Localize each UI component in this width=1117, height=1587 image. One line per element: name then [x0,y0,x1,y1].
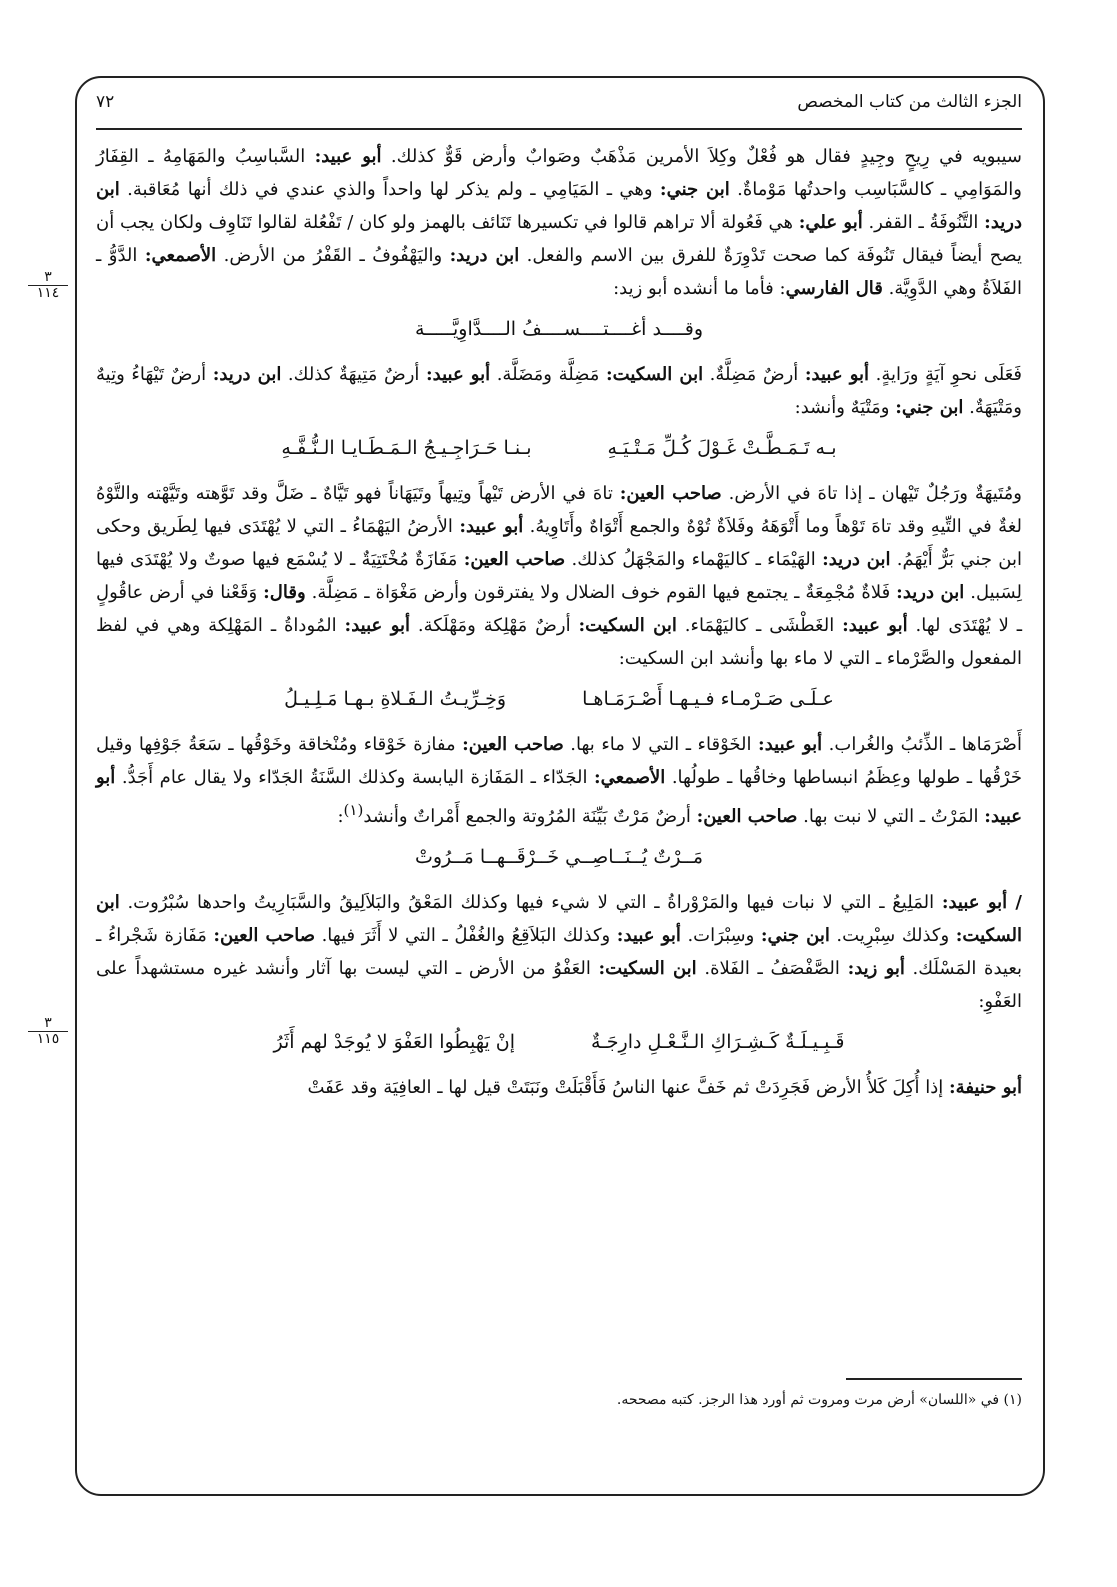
verse-line [96,432,1022,465]
author-citation: أبو عبيد: [616,925,681,946]
author-citation: ابن دريد: [822,549,891,570]
author-citation: أبو عبيد: [842,615,908,636]
footnote-rule [846,1378,1022,1380]
text-run: العَفْوُ من الأرض ـ التي ليست بها آثار وأنشد غيره مستشهداً على العَفْوِ: [96,958,1022,1012]
text-run: إذا أُكِلَ كَلأُ الأرض فَجَرِدَتْ ثم خَفَّ عنها الناسُ فَأَقْبَلَتْ ونَبَتَتْ قيل لها ـ العافِيَة وقد عَفَتْ [307,1077,950,1098]
author-citation: الأصمعي: [144,245,217,266]
author-citation: أبو عبيد: [758,734,823,755]
paragraph [96,358,1022,424]
verse-hemistich: إنْ يَهْبِطُوا العَفْوَ لا يُوجَدْ لهم أَثَرُ [273,1031,516,1053]
text-run: مَفَازة شَجْراءُ ـ بعيدة المَسْلَك. [96,925,1023,979]
text-run: الهَيْمَاء ـ كاليَهْماء والمَجْهَلُ كذلك. [565,549,823,570]
verse-line [96,841,1022,874]
text-run: أرضٌ تَيْهَاءُ وتِيهٌ ومَتْيَهَةٌ. [96,364,1022,418]
author-citation: صاحب العين: [463,549,566,570]
paragraph [96,1071,1022,1104]
author-citation: أبو عبيد: [314,146,382,167]
author-citation: ابن دريد: [896,582,965,603]
author-citation: / أبو عبيد: [941,892,1023,913]
author-citation: ابن جني: [659,179,730,200]
author-citation: ابن دريد: [449,245,520,266]
author-citation: ابن دريد: [96,179,1022,233]
author-citation: وقال: [263,582,306,603]
author-citation: أبو عبيد: [344,615,411,636]
text-run: : [337,806,344,827]
author-citation: ابن دريد: [212,364,282,385]
verse-hemistich: عـلَـى صَـرْمـاء فـيـهـا أَصْـرَمَـاهـا [582,688,834,710]
text-run: وَقَعْنا في أرض عاقُولٍ ـ لا يُهْتَدَى لها. [96,582,1023,636]
text-run: مَفَازَةٌ مُخْتَتِيَةٌ ـ لا يُسْمَع فيها صوتٌ ولا يُهْتَدَى فيها لِسَبيل. [96,549,1023,603]
author-citation: أبو عبيد: [425,364,491,385]
text-run: الأرضُ اليَهْمَاءُ ـ التي لا يُهْتَدَى فيها لِطَريق وحكى ابن جني بَرٌّ أَيْهَمُ. [96,516,1022,570]
author-citation: أبو زيد: [847,958,905,979]
text-run: فَلاةٌ مُجْمِعَةٌ ـ يجتمع فيها القوم خوف الضلال ولا يفترقون وأرض مَغْوَاة ـ مَضِلَّة. [305,582,897,603]
verse-hemistich: قَـبِـيـلَـةٌ كَـشِـرَاكِ الـنَّـعْـلِ دارِجَـةٌ [591,1031,845,1053]
author-citation: ابن جني: [895,397,964,418]
author-citation: أبو حنيفة: [949,1077,1022,1098]
verse-hemistich: بـه تَـمَـطَّـتْ غَـوْلَ كُـلِّ مَـتْـيَـهِ [607,437,837,459]
text-run: فَعَلَى نحوِ آيَةٍ ورَايةٍ. [869,364,1022,385]
text-run: تاهَ في الأرض تَيْهاً وتِيهاً وتَيَهَاناً فهو تَيَّاهٌ ـ ضَلَّ وقد تَوَّهته وتَيَّهْته والتَّوْهُ لغةٌ في التِّيهِ وقد تاهَ تَوْهاً وما أَتْوَهَهُ وفَلاَةٌ تُوْهٌ والجمع أَتْوَاهٌ وأَتَاوِيهُ. [96,483,1022,537]
text-run: وكذلك البَلاَقِعُ والغُفْلُ ـ التي لا أَثَرَ فيها. [315,925,617,946]
text-run: المُوداةُ ـ المَهْلِكة وهي في لفظ المفعول والصَّرْماء ـ التي لا ماء بها وأنشد ابن السكيت: [96,615,1022,669]
verse-hemistich: بـنـا حَـرَاجِـيـجُ الـمَـطَـايـا الـنُّـفَّـهِ [281,437,532,459]
text-run: المَلِيعُ ـ التي لا نبات فيها والمَرْوْراةُ ـ التي لا شيء فيها وكذلك المَعْقُ والبَلاَلِيقُ والسَّبَارِيتُ واحدها سُبْرُوت. [119,892,942,913]
author-citation: أبو علي: [798,212,863,233]
paragraph [96,477,1022,675]
text-run: أرضٌ مَرْتٌ بَيِّنَة المُرُوتة والجمع أَمْراتٌ وأنشد [363,806,697,827]
text-run: الخَوْقاء ـ التي لا ماء بها. [563,734,759,755]
verse-hemistich: وقــــد أغــــتــــســــفُ الــــدَّاوِيَّـــــة [414,318,703,340]
text-run: الصَّفْصَفُ ـ الفَلاة. [696,958,848,979]
text-run: وهي ـ المَيَامِي ـ ولم يذكر لها واحداً والذي عندي في ذلك أنها مُعَاقبة. [119,179,660,200]
text-run: أرضٌ مَضِلَّةٌ. [703,364,805,385]
text-run: الجَدّاء ـ المَفَازة اليابسة وكذلك السَّنَةُ الجَدّاء ولا يقال عام أَجَدُّ. [115,767,594,788]
author-citation: صاحب العين: [696,806,798,827]
text-run: وسِبْرَات. [680,925,761,946]
text-run: المَرْتُ ـ التي لا نبت بها. [797,806,985,827]
text-run: وكذلك سِبْرِيت. [829,925,956,946]
paragraph [96,886,1022,1018]
author-citation: أبو عبيد: [96,767,1022,827]
text-run: : فأما ما أنشده أبو زيد: [613,278,786,299]
text-run: السَّباسِبُ والمَهَامِهُ ـ القِفَارُ والمَوَامِي ـ كالسَّبَاسِب واحدتُها مَوْماةٌ. [96,146,1022,200]
author-citation: ابن السكيت: [606,364,704,385]
text-run: مفازة خَوْقاء ومُنْخاقة وخَوْقُها ـ سَعَةُ جَوْفِها وقيل خَرْقُها ـ طولها وعِظَمُ انبساطها وخاقُها ـ طولُها. [96,734,1022,788]
book-title: الجزء الثالث من كتاب المخصص [797,92,1022,112]
verse-line [96,1026,1022,1059]
paragraph [96,140,1022,305]
text-run: الغَطْشَى ـ كاليَهْمَاء. [676,615,843,636]
verse-line [96,313,1022,346]
author-citation: أبو عبيد: [804,364,870,385]
verse-line [96,683,1022,716]
text-run: أرضٌ مَهْلِكة ومَهْلَكة. [410,615,579,636]
text-run: التَّنُوفَةُ ـ القفر. [862,212,985,233]
author-citation: صاحب العين: [462,734,564,755]
author-citation: ابن جني: [760,925,830,946]
text-run: ومَتْيَهٌ وأنشد: [794,397,896,418]
author-citation: ابن السكيت: [598,958,697,979]
text-run: هي فَعُولة ألا تراهم قالوا في تكسيرها تَنَائف بالهمز ولو كان / تَفْعُلة لقالوا تَنَاوِف ولكان يجب أن يصح أيضاً فيقال تَنُوفَة كما صحت تَدْوِرَةٌ للفرق بين الاسم والفعل. [96,212,1023,266]
footnote: (١) في «اللسان» أرض مرت ومروت ثم أورد هذا الرجز. كتبه مصححه. [616,1392,1022,1408]
author-citation: صاحب العين: [619,483,722,504]
text-run: أَصْرَمَاها ـ الذِّئبُ والغُراب. [822,734,1022,755]
author-citation: ابن السكيت: [96,892,1022,946]
text-run: واليَهْفُوفُ ـ القَفْرُ من الأرض. [216,245,450,266]
header-rule [96,128,1022,130]
body-text [96,140,1022,1110]
footnote-marker: (١) [343,801,364,819]
paragraph [96,728,1022,833]
margin-page-ref-2: ٣ ١١٥ [28,1016,68,1047]
author-citation: الأصمعي: [594,767,666,788]
author-citation: أبو عبيد: [459,516,524,537]
author-citation: قال الفارسي [785,278,883,299]
text-run: الدَّوُّ ـ الفَلاَةُ وهي الدَّوِيَّة. [96,245,1022,299]
author-citation: ابن السكيت: [578,615,677,636]
text-run: ومُتَيهَةٌ ورَجُلٌ تَيْهان ـ إذا تاهَ في الأرض. [721,483,1022,504]
page-number: ٧٢ [96,92,115,112]
text-run: أرضٌ مَتِيهَةٌ كذلك. [281,364,426,385]
verse-hemistich: وَخِـرِّيـتُ الـفَـلاةِ بـهـا مَـلِـيـلُ [284,688,507,710]
verse-hemistich: مَــرْتٌ يُــنَــاصِــي خَــرْقَــهــا مَــرُوتْ [414,846,704,868]
running-header [96,92,1022,122]
author-citation: صاحب العين: [213,925,316,946]
text-run: سيبويه في رِيحٍ وجِيدٍ فقال هو فُعْلٌ وكِلاَ الأمرين مَذْهَبٌ وصَوابٌ وأرض قَوٌّ كذلك. [381,146,1023,167]
margin-page-ref-1: ٣ ١١٤ [28,270,68,301]
text-run: مَضِلَّة ومَضَلَّة. [490,364,607,385]
